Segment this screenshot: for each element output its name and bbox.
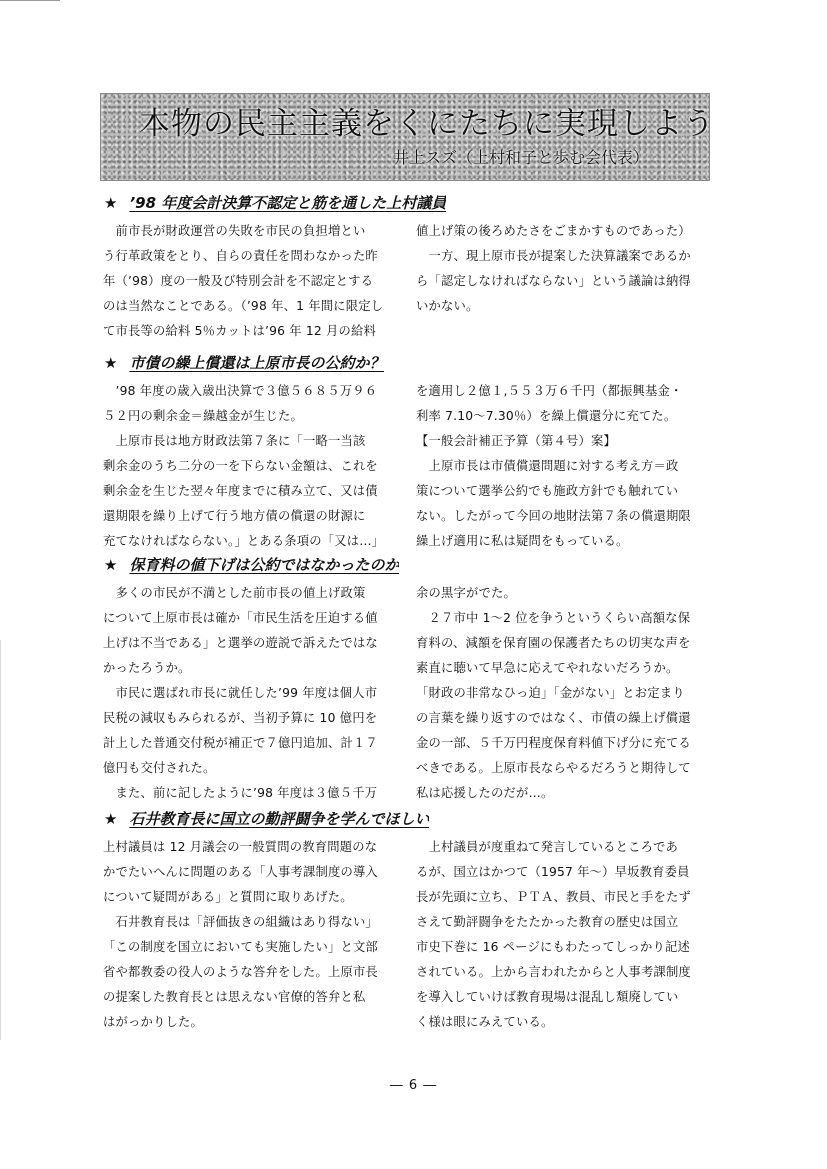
author-line: 井上スズ（上村和子と歩む会代表） <box>392 148 649 167</box>
text-line: について疑問がある」と質問に取りあげた。 <box>103 890 353 904</box>
section-column-right <box>416 581 718 806</box>
text-line: 「この制度を国立においても実施したい」と文部 <box>103 940 378 954</box>
text-line: 計上した普通交付税が補正で７億円追加、計１７ <box>103 736 378 750</box>
text-line: また、前に記したように’98 年度は３億５千万 <box>103 786 378 800</box>
text-line: 金の一部、５千万円程度保育料値下げ分に充てる <box>416 736 691 750</box>
text-line: 民税の減収もみられるが、当初予算に 10 億円を <box>103 711 378 725</box>
text-line: はがっかりした。 <box>103 1015 203 1029</box>
text-line: 「財政の非常なひっ迫」「金がない」とお定まり <box>416 686 685 700</box>
star-icon: ★ <box>104 194 118 212</box>
section-column-right <box>416 219 718 319</box>
section-heading <box>104 192 446 214</box>
section-heading <box>104 352 384 374</box>
page-title: 本物の民主主義をくにたちに実現しよう <box>139 106 715 142</box>
scan-edge-line <box>0 640 1 1040</box>
text-line: ５２円の剰余金＝繰越金が生じた。 <box>103 409 303 423</box>
scan-edge-mark <box>0 0 60 1</box>
text-line: ’98 年度の歳入歳出決算で３億５６８５万９６ <box>103 384 378 398</box>
text-line: ２７市中 1〜2 位を争うというくらい高額な保 <box>416 611 691 625</box>
page-number: ― 6 ― <box>389 1078 438 1093</box>
text-line: 前市長が財政運営の失敗を市民の負担増とい <box>103 224 366 238</box>
text-line: ない。したがって今回の地財法第７条の償還期限 <box>416 509 691 523</box>
section-column-right <box>416 379 718 554</box>
text-line: 上原市長は地方財政法第７条に「一略一当該 <box>103 434 366 448</box>
text-line: ら「認定しなければならない」という議論は納得 <box>416 274 691 288</box>
text-line: るが、国立はかつて（1957 年〜）早坂教育委員 <box>416 865 690 879</box>
text-line: いかない。 <box>416 299 479 313</box>
text-line: 還期限を繰り上げて行う地方債の償還の財源に <box>103 509 366 523</box>
text-line: 年（’98）度の一般及び特別会計を不認定とする <box>103 274 374 288</box>
text-line: 充てなければならない。」とある条項の「又は…」 <box>103 534 385 548</box>
text-line: について上原市長は確か「市民生活を圧迫する値 <box>103 611 378 625</box>
text-line: の提案した教育長とは思えない官僚的答弁と私 <box>103 990 366 1004</box>
text-line: て市長等の給料 5％カットは’96 年 12 月の給料 <box>103 324 376 338</box>
text-line: 剰余金を生じた翌々年度までに積み立て、又は債 <box>103 484 378 498</box>
text-line: 長が先頭に立ち、ＰＴＡ、教員、市民と手をたず <box>416 890 691 904</box>
text-line: 策について選挙公約でも施政方針でも触れてい <box>416 484 679 498</box>
text-line: のは当然なことである。（’98 年、1 年間に限定し <box>103 299 384 313</box>
text-line: 素直に聴いて早急に応えてやれないだろうか。 <box>416 661 679 675</box>
star-icon: ★ <box>104 556 118 574</box>
section-heading-text: 石井教育長に国立の勤評闘争を学んでほしい <box>129 810 430 828</box>
text-line: 市民に選ばれ市長に就任した’99 年度は個人市 <box>103 686 378 700</box>
text-line: 繰上げ適用に私は疑問をもっている。 <box>416 534 629 548</box>
text-line: されている。上から言われたからと人事考課制度 <box>416 965 691 979</box>
section-column-left <box>103 835 405 1035</box>
text-line: 石井教育長は「評価抜きの組織はあり得ない」 <box>103 915 378 929</box>
text-line: かでたいへんに問題のある「人事考課制度の導入 <box>103 865 378 879</box>
text-line: 私は応援したのだが…。 <box>416 786 554 800</box>
text-line: を適用し２億１,５５３万６千円（都振興基金・ <box>416 384 683 398</box>
title-banner <box>100 93 715 181</box>
text-line: 上村議員は 12 月議会の一般質問の教育問題のな <box>103 840 378 854</box>
section-heading-text: ’98 年度会計決算不認定と筋を通した上村議員 <box>129 194 447 212</box>
text-line: 省や都教委の役人のような答弁をした。上原市長 <box>103 965 378 979</box>
text-line: 多くの市民が不満とした前市長の値上げ政策 <box>103 586 366 600</box>
text-line: べきである。上原市長ならやるだろうと期待して <box>416 761 691 775</box>
section-column-left <box>103 379 405 554</box>
section-column-left <box>103 219 405 344</box>
star-icon: ★ <box>104 810 118 828</box>
text-line: 余の黒字がでた。 <box>416 586 516 600</box>
section-heading <box>104 808 429 830</box>
section-heading-text: 保育料の値下げは公約ではなかったのか <box>129 556 400 574</box>
text-line: 億円も交付された。 <box>103 761 216 775</box>
section-column-left <box>103 581 405 806</box>
text-line: 上原市長は市債償還問題に対する考え方＝政 <box>416 459 679 473</box>
text-line: の言葉を繰り返すのではなく、市債の繰上げ償還 <box>416 711 691 725</box>
text-line: 上げは不当である」と選挙の遊説で訴えたではな <box>103 636 378 650</box>
text-line: 利率 7.10〜7.30％）を繰上償還分に充てた。 <box>416 409 677 423</box>
text-line: く様は眼にみえている。 <box>416 1015 554 1029</box>
text-line: 上村議員が度重ねて発言しているところであ <box>416 840 679 854</box>
text-line: う行革政策をとり、自らの責任を問わなかった昨 <box>103 249 378 263</box>
text-line: さえて勤評闘争をたたかった教育の歴史は国立 <box>416 915 679 929</box>
text-line: 剰余金のうち二分の一を下らない金額は、これを <box>103 459 378 473</box>
text-line: かったろうか。 <box>103 661 191 675</box>
text-line: 育料の、減額を保育園の保護者たちの切実な声を <box>416 636 691 650</box>
text-line: 市史下巻に 16 ページにもわたってしっかり記述 <box>416 940 690 954</box>
star-icon: ★ <box>104 354 118 372</box>
text-line: 一方、現上原市長が提案した決算議案であるか <box>416 249 691 263</box>
text-line: を導入していけば教育現場は混乱し頽廃してい <box>416 990 679 1004</box>
text-line: 値上げ策の後ろめたさをごまかすものであった） <box>416 224 691 238</box>
section-heading-text: 市債の繰上償還は上原市長の公約か？ <box>129 354 385 372</box>
section-heading <box>104 554 399 576</box>
text-line: 【一般会計補正予算（第４号）案】 <box>416 434 616 448</box>
section-column-right <box>416 835 718 1035</box>
